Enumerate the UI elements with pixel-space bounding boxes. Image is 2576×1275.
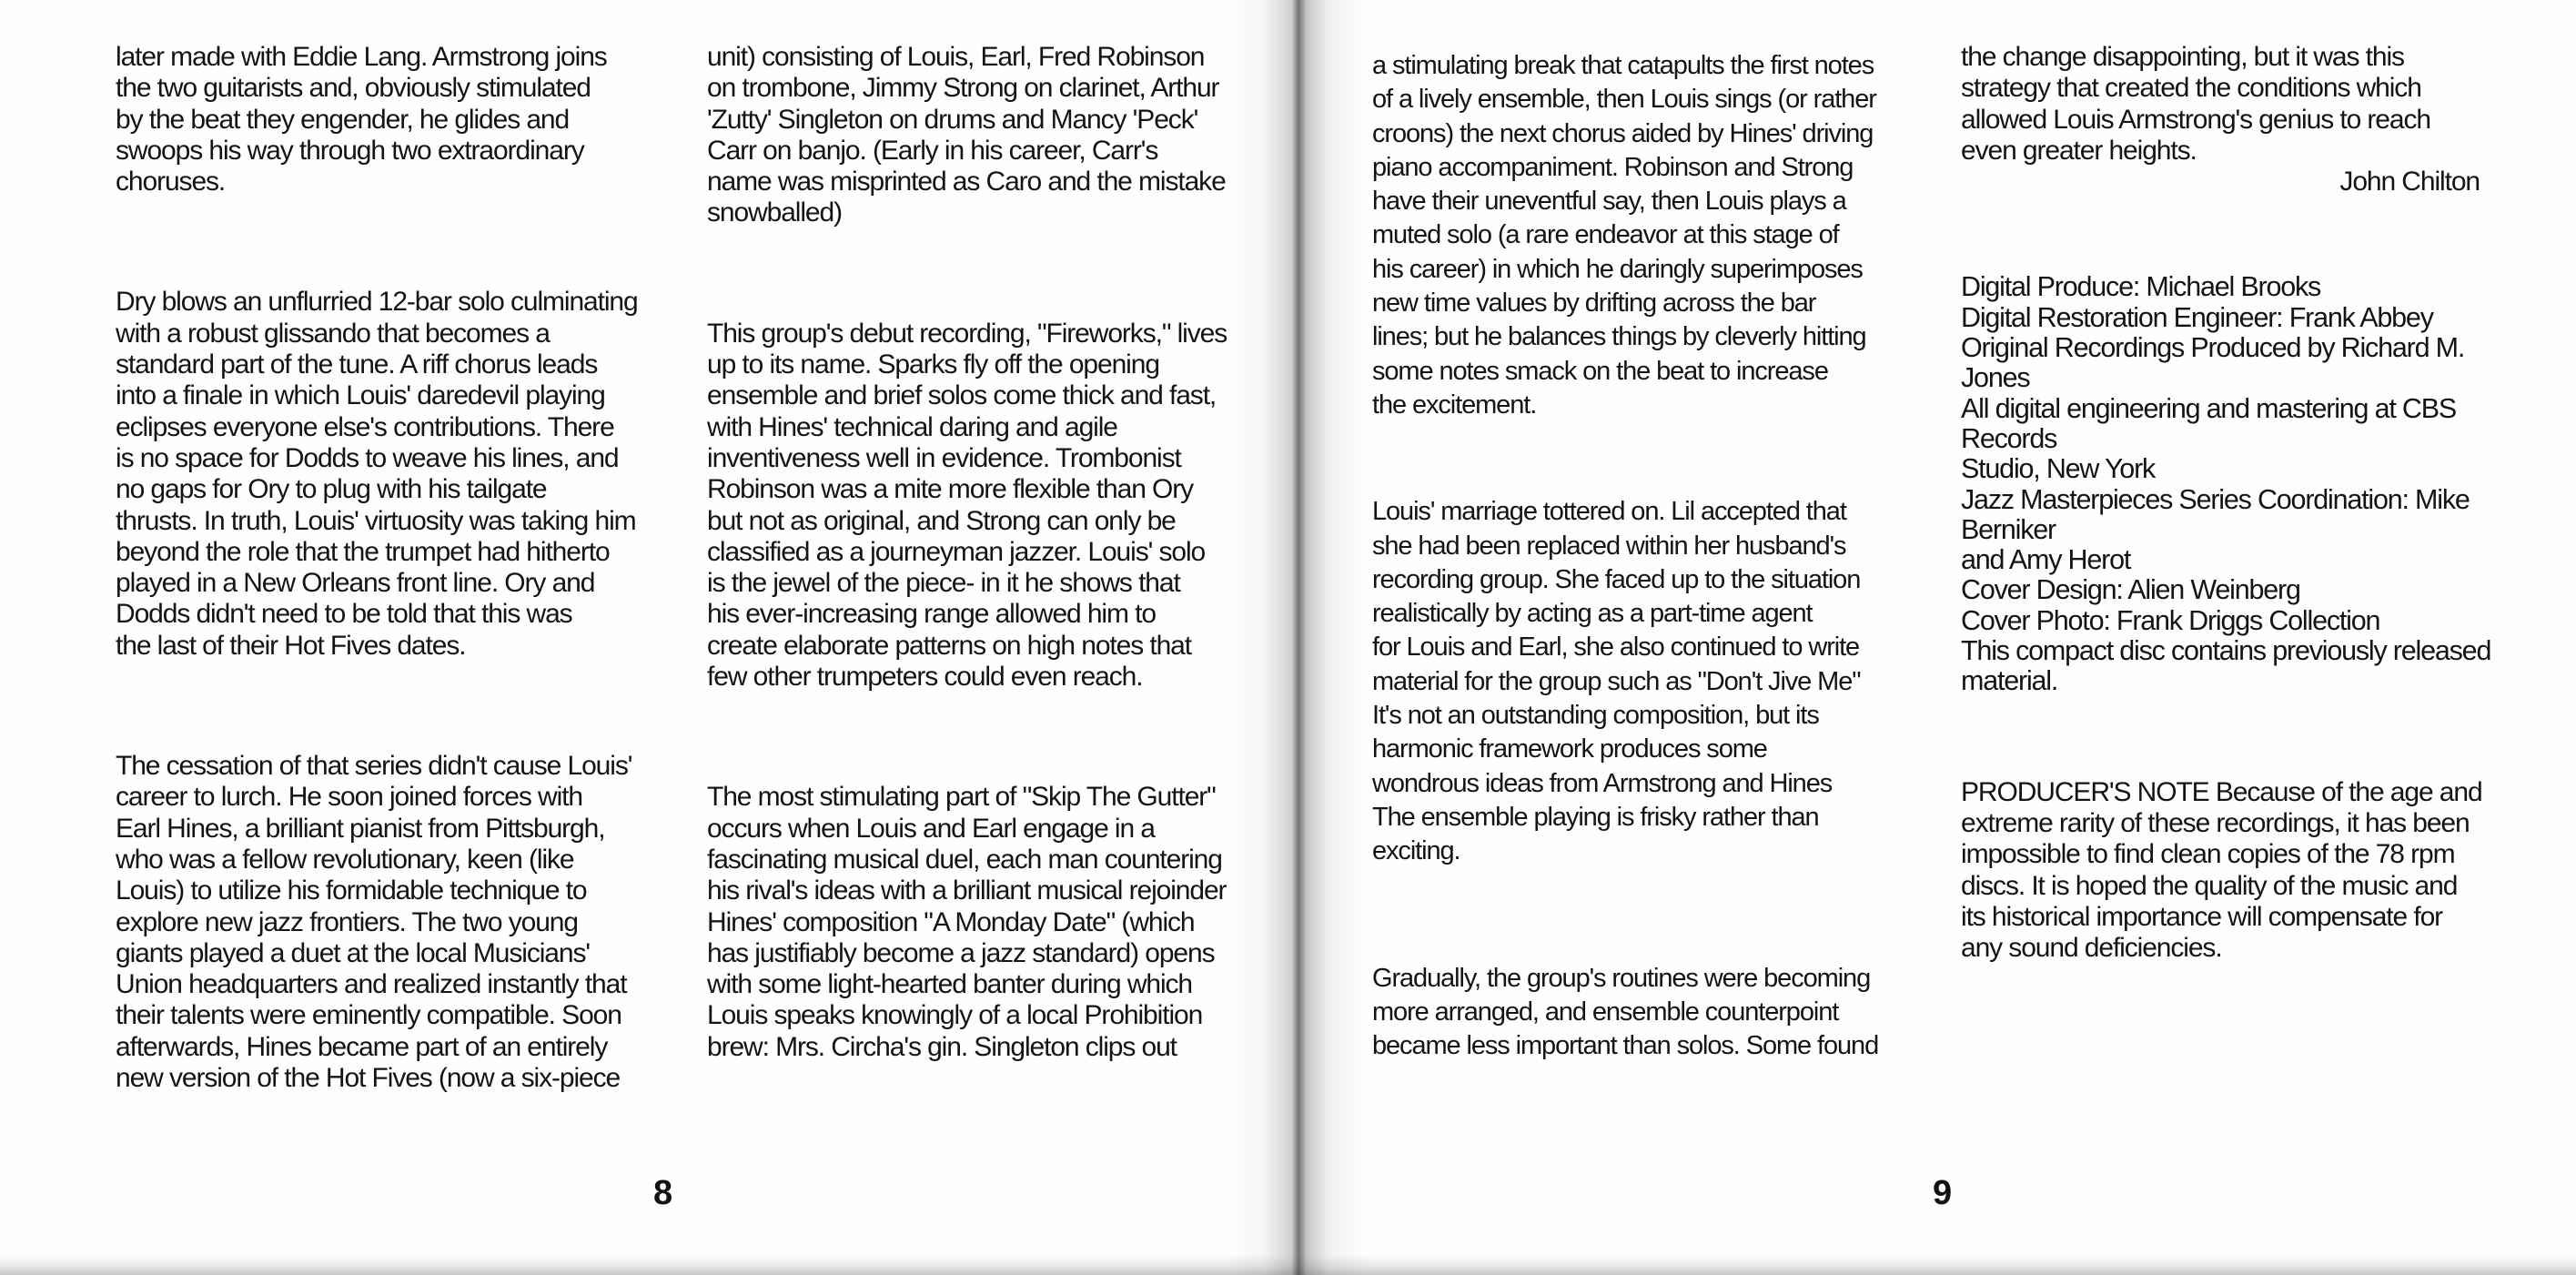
paragraph-closing: the change disappointing, but it was this strategy that created the conditions which allowed Louis Armstrong's genius to reach even greater heights. — [1961, 42, 2430, 166]
page-bottom-edge — [0, 1255, 2576, 1275]
paragraph-eddie-lang: later made with Eddie Lang. Armstrong joins the two guitarists and, obviously stimulated by the beat they engender, he glides and swoops his way through two extraordinary choruses. — [116, 42, 607, 197]
left-page-column-1 — [116, 42, 662, 1094]
paragraph-dry-blows: Dry blows an unflurried 12-bar solo culminating with a robust glissando that becomes a standard part of the tune. A riff chorus leads into a finale in which Louis' daredevil playing eclipses everyone else's contributions. There is no space for Dodds to weave his lines, and no gaps for Ory to plug with his tailgate thrusts. In truth, Louis' virtuosity was taking him beyond the role that the trumpet had hitherto played in a New Orleans front line. Ory and Dodds didn't need to be told that this was the last of their Hot Fives dates. — [116, 287, 638, 661]
producers-note: PRODUCER'S NOTE Because of the age and extreme rarity of these recordings, it has been impossible to find clean copies of the 78 rpm discs. It is hoped the quality of the music and its historical importance will compensate for any sound deficiencies. — [1961, 776, 2482, 964]
paragraph-gradually: Gradually, the group's routines were becoming more arranged, and ensemble counterpoint became less important than solos. Some found — [1372, 963, 1879, 1061]
paragraph-unit-consisting: unit) consisting of Louis, Earl, Fred Robinson on trombone, Jimmy Strong on clarinet, Arthur 'Zutty' Singleton on drums and Mancy 'Peck' Carr on banjo. (Early in his career, Carr's name was misprinted as Caro and the mistake snowballed) — [707, 42, 1226, 228]
paragraph-skip-the-gutter: The most stimulating part of "Skip The Gutter" occurs when Louis and Earl engage in a fascinating musical duel, each man countering his rival's ideas with a brilliant musical rejoinder Hines' composition "A Monday Date" (which has justifiably become a jazz standard) opens with some light-hearted banter during which Louis speaks knowingly of a local Prohibition brew: Mrs. Circha's gin. Singleton clips out — [707, 782, 1227, 1062]
left-page-column-2 — [707, 42, 1253, 1063]
author-signature: John Chilton — [2339, 167, 2480, 197]
production-credits: Digital Produce: Michael Brooks Digital Restoration Engineer: Frank Abbey Original Recordings Produced by Richard M. Jones All digital engineering and mastering at CBS Records Studio, New York Jazz Masterpieces Series Coordination: Mike Berniker and Amy Herot Cover Design: Alien Weinberg Cover Photo: Frank Driggs Collection This compact disc contains previously released material. — [1961, 271, 2491, 697]
paragraph-fireworks: This group's debut recording, "Fireworks," lives up to its name. Sparks fly off the opening ensemble and brief solos come thick and fast, with Hines' technical daring and agile inventiveness well in evidence. Trombonist Robinson was a mite more flexible than Ory but not as original, and Strong can only be classified as a journeyman jazzer. Louis' solo is the jewel of the piece- in it he shows that his ever-increasing range allowed him to create elaborate patterns on high notes that few other trumpeters could even reach. — [707, 318, 1227, 693]
paragraph-stimulating-break: a stimulating break that catapults the first notes of a lively ensemble, then Louis sings (or rather croons) the next chorus aided by Hines' driving piano accompaniment. Robinson and Strong have their uneventful say, then Louis plays a muted solo (a rare endeavor at this stage of his career) in which he daringly superimposes new time values by drifting across the bar lines; but he balances things by cleverly hitting some notes smack on the beat to increase the excitement. — [1372, 51, 1876, 420]
right-page-column-2 — [1961, 42, 2507, 964]
paragraph-cessation: The cessation of that series didn't cause Louis' career to lurch. He soon joined forces with Earl Hines, a brilliant pianist from Pittsburgh, who was a fellow revolutionary, keen (like Louis) to utilize his formidable technique to explore new jazz frontiers. The two young giants played a duet at the local Musicians' Union headquarters and realized instantly that their talents were eminently compatible. Soon afterwards, Hines became part of an entirely new version of the Hot Fives (now a six-piece — [116, 751, 632, 1094]
page-number-9: 9 — [1933, 1174, 1953, 1212]
right-page-column-1 — [1372, 49, 1918, 1063]
page-number-8: 8 — [653, 1174, 673, 1212]
paragraph-marriage: Louis' marriage tottered on. Lil accepted that she had been replaced within her husband's recording group. She faced up to the situation realistically by acting as a part-time agent for Louis and Earl, she also continued to write material for the group such as "Don't Jive Me" It's not an outstanding composition, but its harmonic framework produces some wondrous ideas from Armstrong and Hines The ensemble playing is frisky rather than exciting. — [1372, 497, 1861, 866]
